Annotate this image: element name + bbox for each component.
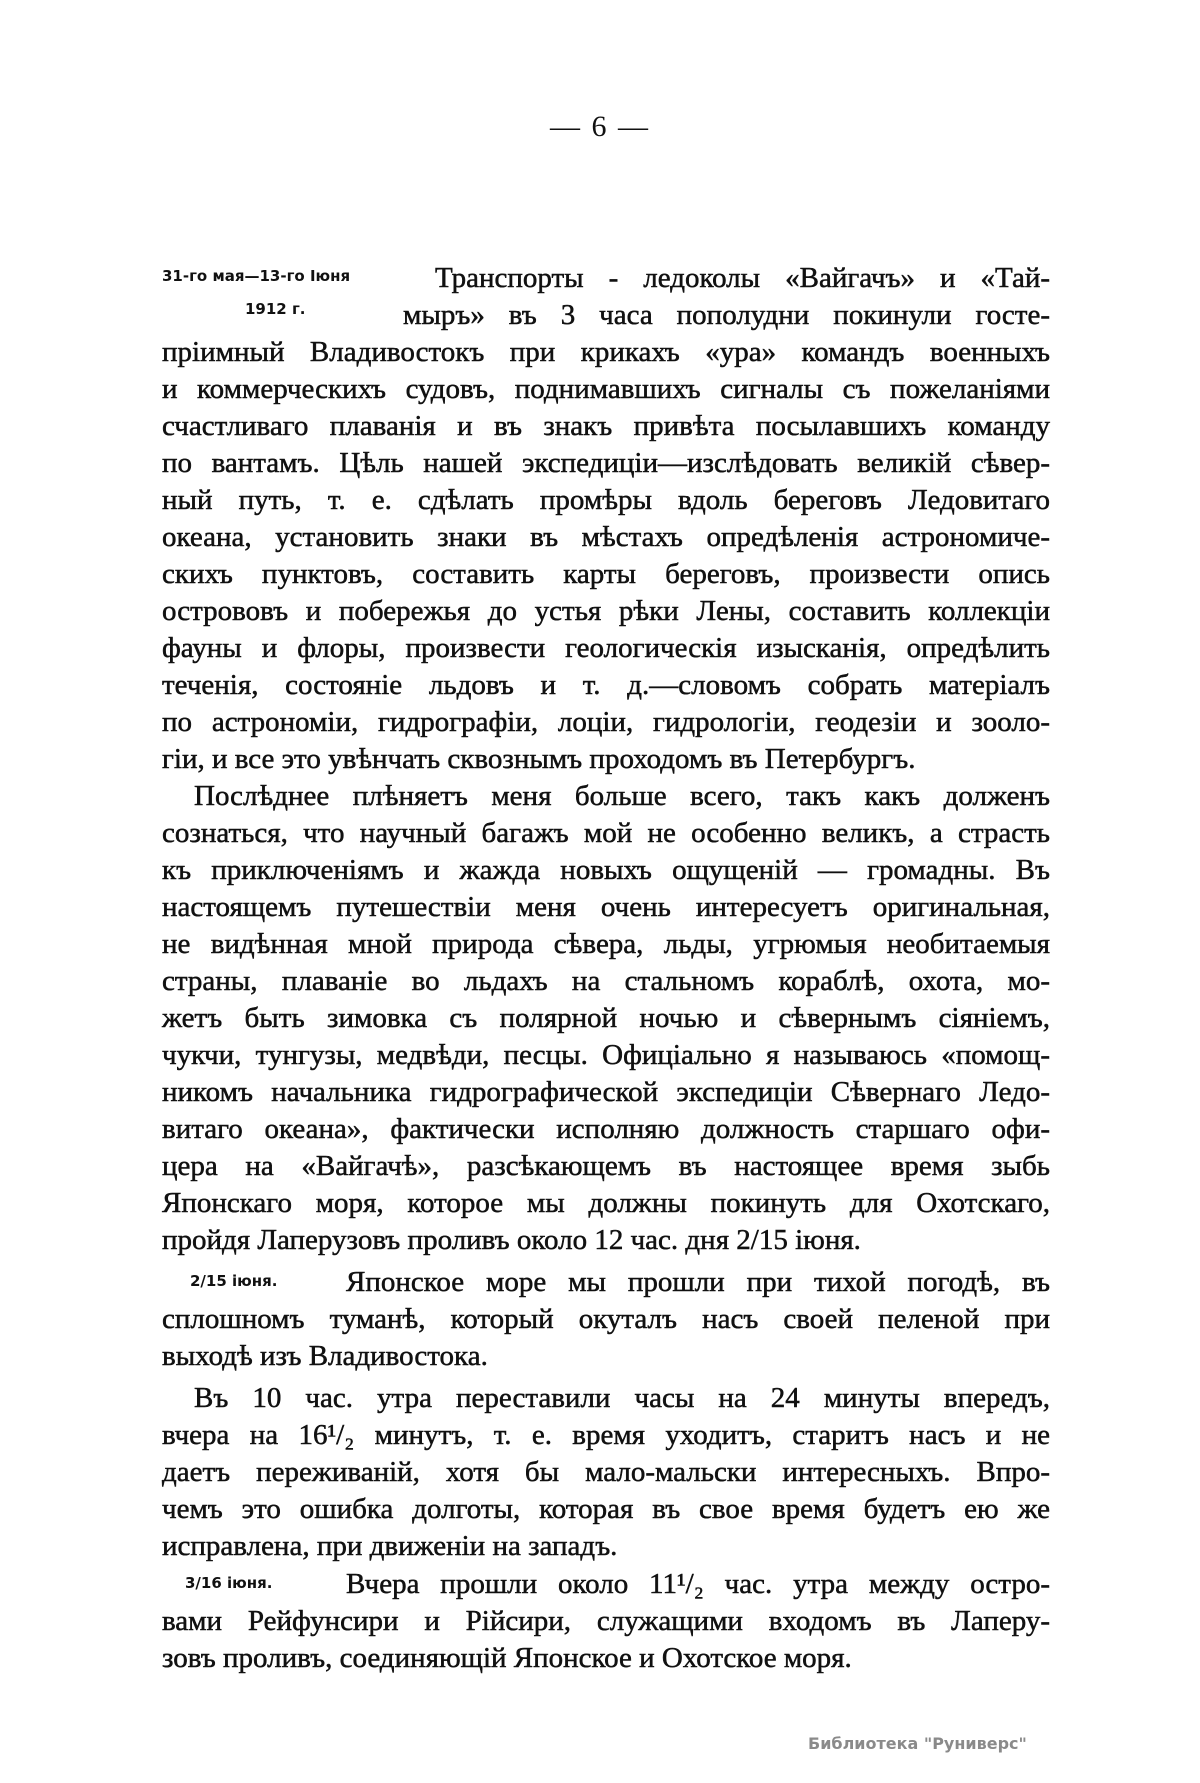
text-line: пройдя Лаперузовъ проливъ около 12 час. дня 2/15 іюня. (162, 1224, 861, 1256)
text-line: ный путь, т. е. сдѣлать промѣры вдоль береговъ Ледовитаго (162, 484, 1050, 516)
text-line: сознаться, что научный багажъ мой не особенно великъ, а страсть (162, 817, 1050, 849)
text-line: и коммерческихъ судовъ, поднимавшихъ сигналы съ пожеланіями (162, 373, 1050, 405)
margin-note-date: 2/15 іюня. (190, 1272, 278, 1290)
text-line: Въ 10 час. утра переставили часы на 24 минуты впередъ, (194, 1382, 1050, 1414)
text-line: скихъ пунктовъ, составить карты береговъ, произвести опись (162, 558, 1050, 590)
text-line: не видѣнная мной природа сѣвера, льды, угрюмыя необитаемыя (162, 928, 1050, 960)
margin-note-year: 1912 г. (245, 300, 306, 318)
text-line: пріимный Владивостокъ при крикахъ «ура» командъ военныхъ (162, 336, 1050, 368)
text-line: по вантамъ. Цѣль нашей экспедиціи—изслѣдовать великій сѣвер- (162, 447, 1050, 479)
library-watermark: Библиотека "Руниверс" (808, 1734, 1027, 1753)
text-line: цера на «Вайгачѣ», разсѣкающемъ въ настоящее время зыбь (162, 1150, 1050, 1182)
text-line: жетъ быть зимовка съ полярной ночью и сѣвернымъ сіяніемъ, (162, 1002, 1050, 1034)
text-line: по астрономіи, гидрографіи, лоціи, гидрологіи, геодезіи и зооло- (162, 706, 1050, 738)
text-line: даетъ переживаній, хотя бы мало-мальски интересныхъ. Впро- (162, 1456, 1050, 1488)
text-line: Японскаго моря, которое мы должны покинуть для Охотскаго, (162, 1187, 1050, 1219)
text-line: Японское море мы прошли при тихой погодѣ, въ (346, 1266, 1050, 1298)
text-line: Вчера прошли около 11¹/₂ час. утра между остро- (346, 1568, 1050, 1600)
text-line: острововъ и побережья до устья рѣки Лены, составить коллекціи (162, 595, 1050, 627)
text-line: океана, установить знаки въ мѣстахъ опредѣленія астрономиче- (162, 521, 1050, 553)
text-line: Транспорты - ледоколы «Вайгачъ» и «Тай- (435, 262, 1050, 294)
text-line: сплошномъ туманѣ, который окуталъ насъ своей пеленой при (162, 1303, 1050, 1335)
text-line: Послѣднее плѣняетъ меня больше всего, такъ какъ долженъ (194, 780, 1050, 812)
margin-note-date: 3/16 іюня. (185, 1574, 273, 1592)
text-line: къ приключеніямъ и жажда новыхъ ощущеній — громадны. Въ (162, 854, 1050, 886)
text-line: вами Рейфунсири и Рійсири, служащими входомъ въ Лаперу- (162, 1605, 1050, 1637)
text-line: никомъ начальника гидрографической экспедиціи Сѣвернаго Ледо- (162, 1076, 1050, 1108)
page-number: — 6 — (550, 110, 650, 143)
text-line: гіи, и все это увѣнчать сквознымъ проходомъ въ Петербургъ. (162, 743, 916, 775)
text-line: теченія, состояніе льдовъ и т. д.—словомъ собрать матеріалъ (162, 669, 1050, 701)
text-line: витаго океана», фактически исполняю должность старшаго офи- (162, 1113, 1050, 1145)
text-line: чукчи, тунгузы, медвѣди, песцы. Офиціально я называюсь «помощ- (162, 1039, 1050, 1071)
text-line: чемъ это ошибка долготы, которая въ свое время будетъ ею же (162, 1493, 1050, 1525)
text-line: вчера на 16¹/₂ минутъ, т. е. время уходитъ, старитъ насъ и не (162, 1419, 1050, 1451)
text-line: счастливаго плаванія и въ знакъ привѣта посылавшихъ команду (162, 410, 1050, 442)
text-line: фауны и флоры, произвести геологическія изысканія, опредѣлить (162, 632, 1050, 664)
text-line: настоящемъ путешествіи меня очень интересуетъ оригинальная, (162, 891, 1050, 923)
text-line: зовъ проливъ, соединяющій Японское и Охотское моря. (162, 1642, 852, 1674)
margin-note-date: 31-го мая—13-го Іюня (162, 267, 351, 285)
text-line: страны, плаваніе во льдахъ на стальномъ кораблѣ, охота, мо- (162, 965, 1050, 997)
text-line: мыръ» въ 3 часа пополудни покинули госте- (403, 299, 1050, 331)
text-line: выходѣ изъ Владивостока. (162, 1340, 488, 1372)
text-line: исправлена, при движеніи на западъ. (162, 1530, 618, 1562)
